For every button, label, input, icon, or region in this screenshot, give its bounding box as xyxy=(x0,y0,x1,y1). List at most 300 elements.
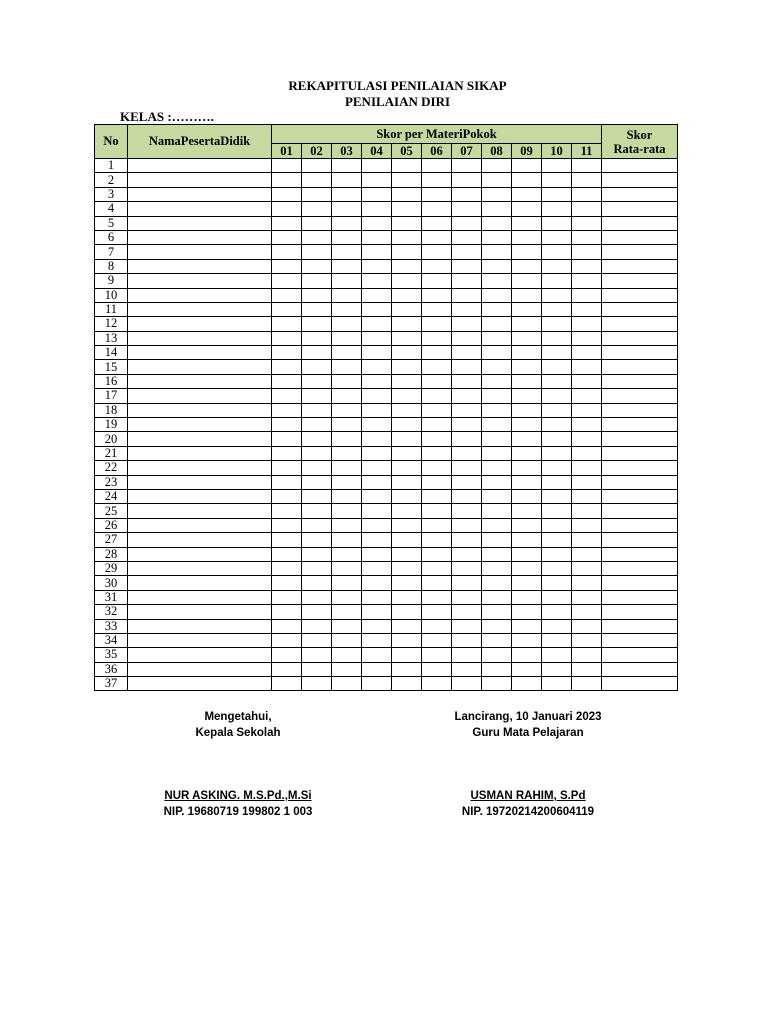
score-cell-10[interactable] xyxy=(542,360,572,374)
score-cell-08[interactable] xyxy=(482,374,512,388)
score-cell-05[interactable] xyxy=(392,159,422,173)
score-cell-06[interactable] xyxy=(422,202,452,216)
score-cell-03[interactable] xyxy=(332,504,362,518)
student-name-cell[interactable] xyxy=(128,274,272,288)
score-cell-04[interactable] xyxy=(362,317,392,331)
score-cell-07[interactable] xyxy=(452,159,482,173)
score-cell-09[interactable] xyxy=(512,619,542,633)
average-score-cell[interactable] xyxy=(602,619,678,633)
student-name-cell[interactable] xyxy=(128,576,272,590)
score-cell-07[interactable] xyxy=(452,259,482,273)
score-cell-05[interactable] xyxy=(392,576,422,590)
score-cell-09[interactable] xyxy=(512,403,542,417)
score-cell-09[interactable] xyxy=(512,173,542,187)
score-cell-07[interactable] xyxy=(452,245,482,259)
score-cell-04[interactable] xyxy=(362,518,392,532)
score-cell-09[interactable] xyxy=(512,605,542,619)
score-cell-10[interactable] xyxy=(542,331,572,345)
score-cell-05[interactable] xyxy=(392,403,422,417)
average-score-cell[interactable] xyxy=(602,677,678,691)
score-cell-09[interactable] xyxy=(512,245,542,259)
score-cell-07[interactable] xyxy=(452,202,482,216)
score-cell-06[interactable] xyxy=(422,245,452,259)
score-cell-03[interactable] xyxy=(332,432,362,446)
score-cell-10[interactable] xyxy=(542,662,572,676)
score-cell-08[interactable] xyxy=(482,446,512,460)
score-cell-07[interactable] xyxy=(452,662,482,676)
score-cell-08[interactable] xyxy=(482,504,512,518)
score-cell-10[interactable] xyxy=(542,432,572,446)
score-cell-01[interactable] xyxy=(272,461,302,475)
score-cell-01[interactable] xyxy=(272,245,302,259)
average-score-cell[interactable] xyxy=(602,547,678,561)
average-score-cell[interactable] xyxy=(602,259,678,273)
score-cell-06[interactable] xyxy=(422,389,452,403)
score-cell-07[interactable] xyxy=(452,547,482,561)
average-score-cell[interactable] xyxy=(602,533,678,547)
score-cell-02[interactable] xyxy=(302,576,332,590)
score-cell-11[interactable] xyxy=(572,230,602,244)
score-cell-08[interactable] xyxy=(482,259,512,273)
score-cell-07[interactable] xyxy=(452,475,482,489)
score-cell-11[interactable] xyxy=(572,187,602,201)
score-cell-02[interactable] xyxy=(302,561,332,575)
student-name-cell[interactable] xyxy=(128,633,272,647)
score-cell-06[interactable] xyxy=(422,633,452,647)
score-cell-07[interactable] xyxy=(452,461,482,475)
score-cell-05[interactable] xyxy=(392,633,422,647)
score-cell-06[interactable] xyxy=(422,504,452,518)
score-cell-09[interactable] xyxy=(512,475,542,489)
score-cell-06[interactable] xyxy=(422,605,452,619)
score-cell-02[interactable] xyxy=(302,173,332,187)
score-cell-04[interactable] xyxy=(362,504,392,518)
score-cell-10[interactable] xyxy=(542,230,572,244)
score-cell-06[interactable] xyxy=(422,576,452,590)
score-cell-09[interactable] xyxy=(512,418,542,432)
score-cell-05[interactable] xyxy=(392,317,422,331)
score-cell-03[interactable] xyxy=(332,561,362,575)
score-cell-01[interactable] xyxy=(272,418,302,432)
average-score-cell[interactable] xyxy=(602,317,678,331)
score-cell-05[interactable] xyxy=(392,216,422,230)
student-name-cell[interactable] xyxy=(128,662,272,676)
score-cell-06[interactable] xyxy=(422,547,452,561)
score-cell-02[interactable] xyxy=(302,432,332,446)
student-name-cell[interactable] xyxy=(128,216,272,230)
score-cell-04[interactable] xyxy=(362,216,392,230)
score-cell-01[interactable] xyxy=(272,576,302,590)
score-cell-08[interactable] xyxy=(482,518,512,532)
average-score-cell[interactable] xyxy=(602,346,678,360)
score-cell-04[interactable] xyxy=(362,159,392,173)
score-cell-11[interactable] xyxy=(572,619,602,633)
score-cell-03[interactable] xyxy=(332,518,362,532)
score-cell-08[interactable] xyxy=(482,662,512,676)
score-cell-09[interactable] xyxy=(512,504,542,518)
average-score-cell[interactable] xyxy=(602,590,678,604)
score-cell-03[interactable] xyxy=(332,605,362,619)
score-cell-09[interactable] xyxy=(512,259,542,273)
score-cell-04[interactable] xyxy=(362,245,392,259)
score-cell-09[interactable] xyxy=(512,202,542,216)
score-cell-05[interactable] xyxy=(392,605,422,619)
score-cell-05[interactable] xyxy=(392,446,422,460)
score-cell-06[interactable] xyxy=(422,302,452,316)
score-cell-05[interactable] xyxy=(392,418,422,432)
score-cell-04[interactable] xyxy=(362,576,392,590)
score-cell-04[interactable] xyxy=(362,259,392,273)
score-cell-11[interactable] xyxy=(572,576,602,590)
score-cell-01[interactable] xyxy=(272,677,302,691)
score-cell-04[interactable] xyxy=(362,619,392,633)
score-cell-09[interactable] xyxy=(512,331,542,345)
score-cell-08[interactable] xyxy=(482,274,512,288)
score-cell-07[interactable] xyxy=(452,619,482,633)
score-cell-05[interactable] xyxy=(392,504,422,518)
average-score-cell[interactable] xyxy=(602,576,678,590)
score-cell-02[interactable] xyxy=(302,274,332,288)
score-cell-08[interactable] xyxy=(482,173,512,187)
score-cell-01[interactable] xyxy=(272,633,302,647)
score-cell-05[interactable] xyxy=(392,590,422,604)
score-cell-03[interactable] xyxy=(332,288,362,302)
score-cell-01[interactable] xyxy=(272,475,302,489)
score-cell-06[interactable] xyxy=(422,475,452,489)
score-cell-11[interactable] xyxy=(572,389,602,403)
score-cell-09[interactable] xyxy=(512,446,542,460)
score-cell-07[interactable] xyxy=(452,173,482,187)
score-cell-07[interactable] xyxy=(452,605,482,619)
score-cell-02[interactable] xyxy=(302,230,332,244)
student-name-cell[interactable] xyxy=(128,461,272,475)
score-cell-06[interactable] xyxy=(422,159,452,173)
score-cell-08[interactable] xyxy=(482,187,512,201)
student-name-cell[interactable] xyxy=(128,317,272,331)
score-cell-10[interactable] xyxy=(542,317,572,331)
average-score-cell[interactable] xyxy=(602,418,678,432)
score-cell-07[interactable] xyxy=(452,288,482,302)
score-cell-10[interactable] xyxy=(542,533,572,547)
score-cell-11[interactable] xyxy=(572,475,602,489)
score-cell-04[interactable] xyxy=(362,432,392,446)
average-score-cell[interactable] xyxy=(602,245,678,259)
score-cell-03[interactable] xyxy=(332,259,362,273)
score-cell-02[interactable] xyxy=(302,389,332,403)
score-cell-01[interactable] xyxy=(272,288,302,302)
score-cell-09[interactable] xyxy=(512,374,542,388)
score-cell-09[interactable] xyxy=(512,518,542,532)
score-cell-07[interactable] xyxy=(452,576,482,590)
score-cell-10[interactable] xyxy=(542,403,572,417)
score-cell-01[interactable] xyxy=(272,662,302,676)
score-cell-05[interactable] xyxy=(392,461,422,475)
score-cell-04[interactable] xyxy=(362,389,392,403)
score-cell-05[interactable] xyxy=(392,346,422,360)
score-cell-01[interactable] xyxy=(272,403,302,417)
score-cell-08[interactable] xyxy=(482,360,512,374)
score-cell-01[interactable] xyxy=(272,331,302,345)
student-name-cell[interactable] xyxy=(128,648,272,662)
score-cell-03[interactable] xyxy=(332,403,362,417)
score-cell-11[interactable] xyxy=(572,533,602,547)
score-cell-11[interactable] xyxy=(572,302,602,316)
score-cell-11[interactable] xyxy=(572,216,602,230)
score-cell-11[interactable] xyxy=(572,346,602,360)
score-cell-04[interactable] xyxy=(362,331,392,345)
score-cell-06[interactable] xyxy=(422,173,452,187)
score-cell-02[interactable] xyxy=(302,547,332,561)
score-cell-11[interactable] xyxy=(572,648,602,662)
score-cell-09[interactable] xyxy=(512,648,542,662)
score-cell-08[interactable] xyxy=(482,159,512,173)
score-cell-02[interactable] xyxy=(302,489,332,503)
score-cell-01[interactable] xyxy=(272,259,302,273)
score-cell-01[interactable] xyxy=(272,346,302,360)
student-name-cell[interactable] xyxy=(128,173,272,187)
score-cell-10[interactable] xyxy=(542,274,572,288)
score-cell-07[interactable] xyxy=(452,677,482,691)
average-score-cell[interactable] xyxy=(602,288,678,302)
score-cell-11[interactable] xyxy=(572,274,602,288)
score-cell-09[interactable] xyxy=(512,302,542,316)
score-cell-09[interactable] xyxy=(512,187,542,201)
student-name-cell[interactable] xyxy=(128,331,272,345)
score-cell-06[interactable] xyxy=(422,648,452,662)
score-cell-02[interactable] xyxy=(302,446,332,460)
student-name-cell[interactable] xyxy=(128,677,272,691)
score-cell-08[interactable] xyxy=(482,432,512,446)
score-cell-02[interactable] xyxy=(302,461,332,475)
score-cell-11[interactable] xyxy=(572,202,602,216)
score-cell-04[interactable] xyxy=(362,489,392,503)
student-name-cell[interactable] xyxy=(128,533,272,547)
score-cell-04[interactable] xyxy=(362,173,392,187)
score-cell-03[interactable] xyxy=(332,173,362,187)
score-cell-06[interactable] xyxy=(422,677,452,691)
score-cell-05[interactable] xyxy=(392,432,422,446)
score-cell-04[interactable] xyxy=(362,648,392,662)
student-name-cell[interactable] xyxy=(128,360,272,374)
score-cell-03[interactable] xyxy=(332,576,362,590)
score-cell-05[interactable] xyxy=(392,173,422,187)
score-cell-11[interactable] xyxy=(572,331,602,345)
score-cell-03[interactable] xyxy=(332,202,362,216)
student-name-cell[interactable] xyxy=(128,504,272,518)
score-cell-08[interactable] xyxy=(482,418,512,432)
score-cell-09[interactable] xyxy=(512,677,542,691)
score-cell-03[interactable] xyxy=(332,317,362,331)
score-cell-11[interactable] xyxy=(572,662,602,676)
student-name-cell[interactable] xyxy=(128,346,272,360)
score-cell-01[interactable] xyxy=(272,173,302,187)
score-cell-11[interactable] xyxy=(572,504,602,518)
score-cell-01[interactable] xyxy=(272,389,302,403)
score-cell-06[interactable] xyxy=(422,331,452,345)
score-cell-02[interactable] xyxy=(302,533,332,547)
score-cell-06[interactable] xyxy=(422,590,452,604)
score-cell-08[interactable] xyxy=(482,245,512,259)
student-name-cell[interactable] xyxy=(128,432,272,446)
score-cell-11[interactable] xyxy=(572,518,602,532)
score-cell-01[interactable] xyxy=(272,605,302,619)
student-name-cell[interactable] xyxy=(128,403,272,417)
score-cell-05[interactable] xyxy=(392,274,422,288)
score-cell-02[interactable] xyxy=(302,360,332,374)
score-cell-02[interactable] xyxy=(302,159,332,173)
score-cell-10[interactable] xyxy=(542,633,572,647)
score-cell-01[interactable] xyxy=(272,317,302,331)
student-name-cell[interactable] xyxy=(128,187,272,201)
score-cell-01[interactable] xyxy=(272,446,302,460)
score-cell-08[interactable] xyxy=(482,389,512,403)
score-cell-11[interactable] xyxy=(572,374,602,388)
score-cell-10[interactable] xyxy=(542,159,572,173)
score-cell-06[interactable] xyxy=(422,432,452,446)
score-cell-09[interactable] xyxy=(512,317,542,331)
score-cell-03[interactable] xyxy=(332,216,362,230)
score-cell-07[interactable] xyxy=(452,274,482,288)
score-cell-03[interactable] xyxy=(332,331,362,345)
score-cell-08[interactable] xyxy=(482,590,512,604)
score-cell-10[interactable] xyxy=(542,576,572,590)
score-cell-09[interactable] xyxy=(512,561,542,575)
score-cell-02[interactable] xyxy=(302,216,332,230)
score-cell-05[interactable] xyxy=(392,547,422,561)
score-cell-04[interactable] xyxy=(362,561,392,575)
score-cell-10[interactable] xyxy=(542,389,572,403)
score-cell-07[interactable] xyxy=(452,216,482,230)
score-cell-04[interactable] xyxy=(362,202,392,216)
score-cell-01[interactable] xyxy=(272,619,302,633)
score-cell-03[interactable] xyxy=(332,648,362,662)
score-cell-03[interactable] xyxy=(332,302,362,316)
score-cell-06[interactable] xyxy=(422,317,452,331)
score-cell-08[interactable] xyxy=(482,403,512,417)
score-cell-05[interactable] xyxy=(392,475,422,489)
score-cell-04[interactable] xyxy=(362,533,392,547)
score-cell-02[interactable] xyxy=(302,677,332,691)
score-cell-11[interactable] xyxy=(572,561,602,575)
score-cell-04[interactable] xyxy=(362,461,392,475)
score-cell-11[interactable] xyxy=(572,317,602,331)
score-cell-10[interactable] xyxy=(542,259,572,273)
student-name-cell[interactable] xyxy=(128,518,272,532)
score-cell-04[interactable] xyxy=(362,633,392,647)
average-score-cell[interactable] xyxy=(602,389,678,403)
score-cell-07[interactable] xyxy=(452,360,482,374)
score-cell-08[interactable] xyxy=(482,331,512,345)
score-cell-04[interactable] xyxy=(362,446,392,460)
score-cell-06[interactable] xyxy=(422,187,452,201)
score-cell-07[interactable] xyxy=(452,533,482,547)
score-cell-06[interactable] xyxy=(422,360,452,374)
score-cell-04[interactable] xyxy=(362,590,392,604)
score-cell-05[interactable] xyxy=(392,288,422,302)
score-cell-10[interactable] xyxy=(542,446,572,460)
score-cell-01[interactable] xyxy=(272,374,302,388)
score-cell-09[interactable] xyxy=(512,274,542,288)
score-cell-01[interactable] xyxy=(272,302,302,316)
score-cell-11[interactable] xyxy=(572,633,602,647)
average-score-cell[interactable] xyxy=(602,489,678,503)
score-cell-07[interactable] xyxy=(452,633,482,647)
score-cell-09[interactable] xyxy=(512,159,542,173)
score-cell-03[interactable] xyxy=(332,619,362,633)
score-cell-05[interactable] xyxy=(392,677,422,691)
score-cell-03[interactable] xyxy=(332,245,362,259)
score-cell-03[interactable] xyxy=(332,677,362,691)
score-cell-07[interactable] xyxy=(452,346,482,360)
score-cell-09[interactable] xyxy=(512,432,542,446)
student-name-cell[interactable] xyxy=(128,389,272,403)
score-cell-11[interactable] xyxy=(572,259,602,273)
score-cell-07[interactable] xyxy=(452,418,482,432)
average-score-cell[interactable] xyxy=(602,230,678,244)
score-cell-02[interactable] xyxy=(302,590,332,604)
score-cell-02[interactable] xyxy=(302,475,332,489)
score-cell-07[interactable] xyxy=(452,489,482,503)
score-cell-11[interactable] xyxy=(572,245,602,259)
score-cell-10[interactable] xyxy=(542,202,572,216)
score-cell-09[interactable] xyxy=(512,590,542,604)
score-cell-03[interactable] xyxy=(332,374,362,388)
score-cell-11[interactable] xyxy=(572,547,602,561)
score-cell-05[interactable] xyxy=(392,389,422,403)
score-cell-06[interactable] xyxy=(422,619,452,633)
score-cell-04[interactable] xyxy=(362,346,392,360)
score-cell-04[interactable] xyxy=(362,187,392,201)
score-cell-04[interactable] xyxy=(362,360,392,374)
score-cell-08[interactable] xyxy=(482,605,512,619)
score-cell-10[interactable] xyxy=(542,187,572,201)
average-score-cell[interactable] xyxy=(602,518,678,532)
score-cell-06[interactable] xyxy=(422,561,452,575)
score-cell-03[interactable] xyxy=(332,446,362,460)
score-cell-04[interactable] xyxy=(362,662,392,676)
score-cell-04[interactable] xyxy=(362,403,392,417)
score-cell-06[interactable] xyxy=(422,446,452,460)
score-cell-01[interactable] xyxy=(272,230,302,244)
score-cell-05[interactable] xyxy=(392,259,422,273)
score-cell-08[interactable] xyxy=(482,633,512,647)
average-score-cell[interactable] xyxy=(602,648,678,662)
student-name-cell[interactable] xyxy=(128,302,272,316)
score-cell-06[interactable] xyxy=(422,518,452,532)
score-cell-01[interactable] xyxy=(272,216,302,230)
score-cell-02[interactable] xyxy=(302,418,332,432)
average-score-cell[interactable] xyxy=(602,360,678,374)
score-cell-05[interactable] xyxy=(392,360,422,374)
score-cell-04[interactable] xyxy=(362,288,392,302)
score-cell-05[interactable] xyxy=(392,561,422,575)
score-cell-05[interactable] xyxy=(392,648,422,662)
score-cell-08[interactable] xyxy=(482,576,512,590)
score-cell-06[interactable] xyxy=(422,216,452,230)
student-name-cell[interactable] xyxy=(128,605,272,619)
score-cell-08[interactable] xyxy=(482,547,512,561)
score-cell-06[interactable] xyxy=(422,662,452,676)
average-score-cell[interactable] xyxy=(602,216,678,230)
score-cell-07[interactable] xyxy=(452,230,482,244)
score-cell-02[interactable] xyxy=(302,619,332,633)
score-cell-11[interactable] xyxy=(572,418,602,432)
score-cell-10[interactable] xyxy=(542,504,572,518)
score-cell-08[interactable] xyxy=(482,533,512,547)
average-score-cell[interactable] xyxy=(602,461,678,475)
average-score-cell[interactable] xyxy=(602,302,678,316)
score-cell-04[interactable] xyxy=(362,547,392,561)
